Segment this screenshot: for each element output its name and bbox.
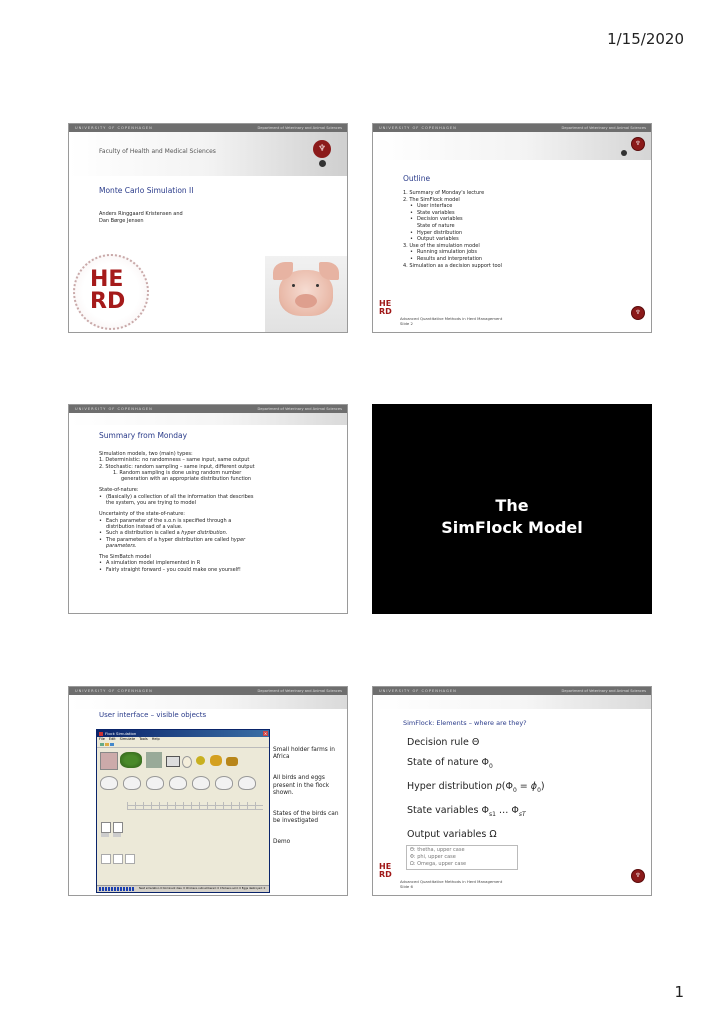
text-line: The SimBatch model	[99, 554, 151, 561]
menu-item-help[interactable]: Help	[151, 737, 160, 741]
page-date: 1/15/2020	[607, 30, 684, 48]
title-line: The	[495, 496, 529, 515]
outline-item: • Hyper distribution	[403, 230, 502, 237]
outline-item: State of nature	[417, 222, 455, 229]
header-band	[373, 132, 651, 160]
text-line: generation with an appropriate distribution function	[121, 476, 252, 483]
slide-header	[69, 124, 347, 132]
status-bar	[97, 885, 269, 892]
university-label: UNIVERSITY OF COPENHAGEN	[75, 689, 153, 693]
faculty-label: Faculty of Health and Medical Sciences	[99, 148, 216, 155]
decor-dot	[319, 160, 326, 167]
text-line: 1. Random sampling is done using random number	[113, 469, 242, 476]
text-line: 1. Deterministic: no randomness – same input, same output	[99, 457, 250, 464]
slide-6	[372, 686, 652, 896]
element-decision-rule: Decision rule Θ	[407, 737, 480, 748]
new-icon[interactable]	[100, 743, 104, 747]
decor-dot	[621, 150, 627, 156]
outline-item: 4. Simulation as a decision support tool	[403, 262, 502, 269]
outline-item: • Output variables	[403, 236, 502, 243]
author-line: Anders Ringgaard Kristensen and	[99, 211, 183, 217]
text-line: Uncertainty of the state-of-nature:	[99, 511, 185, 518]
subscript: s1	[488, 810, 496, 818]
text-line: 2. Stochastic: random sampling – same input, different output	[99, 463, 255, 470]
slide-header	[373, 687, 651, 695]
outline-item: 3. Use of the simulation model	[403, 242, 480, 249]
page-number: 1	[674, 983, 684, 1001]
slide-title: Outline	[403, 174, 431, 183]
slide-title: User interface – visible objects	[99, 711, 207, 719]
bullet-item: • Each parameter of the s.o.n is specified through a	[99, 518, 339, 524]
egg-box-icon[interactable]	[166, 756, 180, 767]
text-line: distribution instead of a value.	[106, 523, 183, 530]
outline-item: • User interface	[403, 203, 502, 210]
slide-title: SimFlock: Elements – where are they?	[403, 719, 527, 727]
text-line: State-of-nature:	[99, 487, 139, 494]
text-span: parameters.	[106, 542, 137, 549]
footer-course: Advanced Quantitative Methods in Herd Management	[400, 316, 503, 321]
university-label: UNIVERSITY OF COPENHAGEN	[379, 689, 457, 693]
slide-title: Summary from Monday	[99, 431, 188, 440]
outline-item: • Running simulation jobs	[403, 249, 502, 256]
slide-title: Monte Carlo Simulation II	[99, 186, 194, 195]
outline-item: • Results and interpretation	[403, 256, 502, 263]
open-icon[interactable]	[105, 743, 109, 747]
bird-state-icon[interactable]	[101, 833, 109, 837]
outline-item: 1. Summary of Monday's lecture	[403, 190, 485, 196]
outline-item: • State variables	[403, 210, 502, 217]
side-notes	[273, 747, 343, 847]
bird-state-icon[interactable]	[113, 822, 123, 833]
hen-icon[interactable]	[169, 776, 187, 790]
text-span: p	[495, 780, 502, 792]
photo-icon[interactable]	[146, 752, 162, 768]
footer-slide-number: Slide 6	[400, 884, 413, 889]
text-span: =	[516, 780, 531, 792]
text-span: … Φ	[495, 804, 519, 816]
herd-logo-icon	[73, 254, 149, 330]
element-hyper-distribution	[407, 777, 545, 801]
slide-header	[373, 124, 651, 132]
window-titlebar	[97, 730, 269, 737]
seal-icon: ♆	[631, 137, 645, 151]
chick-icon[interactable]	[196, 756, 205, 765]
section-title	[373, 495, 651, 539]
herd-logo-text: HE RD	[90, 267, 126, 314]
pig-snout	[295, 294, 317, 308]
menu-item-tools[interactable]: Tools	[139, 737, 148, 741]
department-label: Department of Veterinary and Animal Sciences	[561, 126, 646, 130]
text-span: hyper distribution.	[181, 530, 228, 537]
legend-line: Θ: thetha, upper case	[410, 847, 465, 853]
progress-bar	[99, 887, 135, 891]
note-text: States of the birds can be investigated	[273, 811, 339, 825]
egg-icon[interactable]	[182, 756, 192, 768]
chicken-icon[interactable]	[100, 752, 118, 770]
menu-item-simulate[interactable]: Simulate	[119, 737, 136, 741]
elements-list	[407, 733, 545, 845]
text-span: State of nature Φ	[407, 757, 489, 768]
demo-link[interactable]: Demo	[273, 839, 291, 846]
note-text: Small holder farms in Africa	[273, 747, 335, 761]
menu-item-edit[interactable]: Edit	[108, 737, 116, 741]
text-span: The parameters of a hyper distribution are called	[106, 536, 230, 543]
text-line: the system, you are trying to model	[106, 500, 196, 507]
herd-logo-icon: HE RD	[379, 299, 392, 316]
seal-icon: ♆	[631, 869, 645, 883]
header-band	[69, 695, 347, 709]
text-span: )	[540, 780, 545, 792]
department-label: Department of Veterinary and Animal Sciences	[257, 407, 342, 411]
slide-footer	[400, 316, 502, 326]
nest-icon[interactable]	[226, 757, 238, 766]
text-span: (Φ	[501, 780, 513, 792]
egg-row-grid	[127, 802, 263, 810]
toolbar	[97, 742, 269, 748]
element-output-variables: Output variables Ω	[407, 828, 497, 840]
text-span: Such a distribution is called a	[106, 530, 180, 537]
herd-logo-icon: HE RD	[379, 862, 392, 879]
authors	[99, 211, 183, 224]
seal-icon: ♆	[313, 140, 331, 158]
text-span: hyper	[230, 536, 246, 543]
element-state-variables	[407, 801, 545, 825]
header-band	[69, 413, 347, 425]
slide-body	[99, 451, 339, 573]
close-icon[interactable]: ×	[263, 731, 268, 736]
element-state-of-nature	[407, 753, 545, 777]
chick-small-icon[interactable]	[113, 854, 123, 864]
pig-eye	[316, 284, 319, 287]
leaf-icon[interactable]	[120, 752, 142, 768]
hen-icon[interactable]	[123, 776, 141, 790]
subscript: 0	[537, 786, 541, 794]
department-label: Department of Veterinary and Animal Sciences	[257, 689, 342, 693]
bullet-item	[99, 537, 339, 543]
note-text: All birds and eggs present in the flock shown.	[273, 775, 330, 796]
header-band	[373, 695, 651, 709]
slide-3	[68, 404, 348, 614]
bird-state-icon[interactable]	[113, 833, 121, 837]
run-icon[interactable]	[110, 743, 114, 747]
footer-course: Advanced Quantitative Methods in Herd Management	[400, 879, 503, 884]
title-line: SimFlock Model	[441, 518, 583, 537]
status-text: Next simulation 0 Dominant dies: 0 Chickens outnumbered: 0 Chickens sold: 0 Eggs destroyed: 0	[139, 887, 266, 890]
slide-2	[372, 123, 652, 333]
bullet-item: • A simulation model implemented in R	[99, 560, 339, 566]
university-label: UNIVERSITY OF COPENHAGEN	[75, 407, 153, 411]
hen-icon[interactable]	[146, 776, 164, 790]
menu-item-file[interactable]: File	[99, 737, 105, 741]
university-label: UNIVERSITY OF COPENHAGEN	[75, 126, 153, 130]
hen-icon[interactable]	[100, 776, 118, 790]
university-label: UNIVERSITY OF COPENHAGEN	[379, 126, 457, 130]
chick-small-icon[interactable]	[101, 854, 111, 864]
seal-icon: ♆	[631, 306, 645, 320]
chicks-icon[interactable]	[210, 755, 222, 766]
greek-legend	[406, 845, 518, 870]
slide-header	[69, 405, 347, 413]
subscript: sT	[518, 810, 526, 818]
app-icon	[99, 732, 103, 736]
bullet-item: • (Basically) a collection of all the information that describes	[99, 494, 339, 500]
subscript: 0	[512, 786, 517, 794]
outline-item: • Decision variables	[403, 216, 502, 223]
app-window	[96, 729, 270, 893]
legend-line: Ω: Omega, upper case	[410, 861, 467, 867]
slide-5	[68, 686, 348, 896]
slide-footer	[400, 879, 502, 889]
text-span: Hyper distribution	[407, 780, 496, 792]
hen-icon[interactable]	[192, 776, 210, 790]
footer-slide-number: Slide 2	[400, 321, 413, 326]
slide-4	[372, 404, 652, 614]
text-span: ϕ	[530, 780, 538, 792]
department-label: Department of Veterinary and Animal Sciences	[561, 689, 646, 693]
outline-list	[403, 190, 502, 269]
bird-state-icon[interactable]	[101, 822, 111, 833]
subscript: 0	[488, 762, 493, 770]
hen-icon[interactable]	[238, 776, 256, 790]
slide-1	[68, 123, 348, 333]
hens-grid	[100, 776, 266, 804]
pig-eye	[292, 284, 295, 287]
hen-icon[interactable]	[215, 776, 233, 790]
outline-item: 2. The SimFlock model	[403, 196, 460, 203]
text-span: State variables Φ	[407, 804, 489, 816]
window-title: Flock Simulation	[105, 731, 137, 736]
chick-small-icon[interactable]	[125, 854, 135, 864]
legend-line: Φ: phi, upper case	[410, 854, 456, 860]
text-line: Simulation models, two (main) types:	[99, 451, 193, 457]
slide-header	[69, 687, 347, 695]
author-line: Dan Børge Jensen	[99, 217, 144, 224]
pig-image	[265, 256, 347, 332]
bullet-item: • Fairly straight forward – you could make one yourself!	[99, 567, 339, 573]
department-label: Department of Veterinary and Animal Sciences	[257, 126, 342, 130]
object-row	[100, 752, 266, 770]
